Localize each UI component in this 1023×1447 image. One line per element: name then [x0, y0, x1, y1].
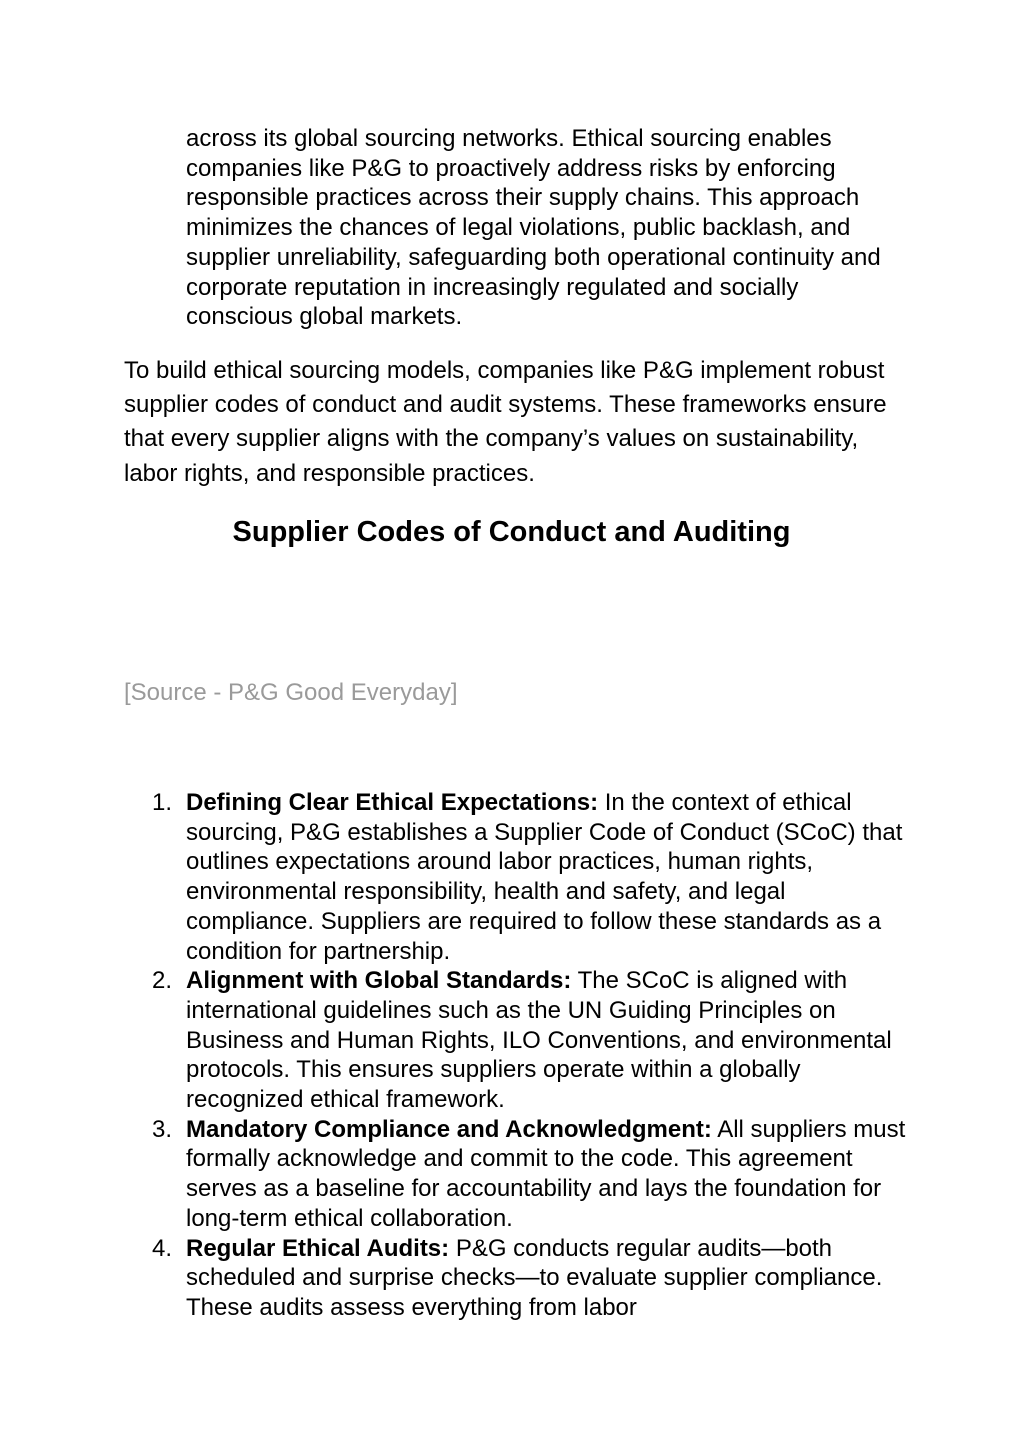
list-item-title: Mandatory Compliance and Acknowledgment: — [186, 1115, 712, 1143]
section-heading: Supplier Codes of Conduct and Auditing — [232, 516, 791, 548]
list-item-number: 3. — [152, 1115, 173, 1143]
list-item — [152, 1115, 906, 1234]
list-item-number: 2. — [152, 967, 173, 995]
list-item-number: 4. — [152, 1234, 173, 1262]
list-item — [152, 788, 906, 966]
list-item-title: Regular Ethical Audits: — [186, 1234, 450, 1262]
list-item — [152, 1234, 906, 1323]
list-item-text: In the context of ethical sourcing, P&G establishes a Supplier Code of Conduct (SCoC) that outlines expectations around labor practices, human rights, environmental responsibility, health and safety, and legal compliance. Suppliers are required to follow these standards as a condition for partnership. — [186, 789, 903, 965]
intro-paragraph: To build ethical sourcing models, companies like P&G implement robust supplier codes of conduct and audit systems. These frameworks ensure that every supplier aligns with the company’s values on sustainability, labor rights, and responsible practices. — [124, 357, 887, 487]
list-item-title: Alignment with Global Standards: — [186, 967, 572, 995]
numbered-list — [152, 788, 906, 1323]
source-caption: [Source - P&G Good Everyday] — [124, 679, 458, 706]
list-item-number: 1. — [152, 789, 173, 816]
list-item-text: P&G conducts regular audits—both scheduled and surprise checks—to evaluate supplier compliance. These audits assess everything from labor — [186, 1234, 883, 1321]
list-item-title: Defining Clear Ethical Expectations: — [186, 789, 599, 816]
list-item — [152, 966, 906, 1115]
list-item-text: The SCoC is aligned with international guidelines such as the UN Guiding Principles on Business and Human Rights, ILO Conventions, and environmental protocols. This ensures suppliers operate within a globally recognized ethical framework. — [186, 967, 892, 1114]
continuation-paragraph: across its global sourcing networks. Ethical sourcing enables companies like P&G to proactively address risks by enforcing responsible practices across their supply chains. This approach minimizes the chances of legal violations, public backlash, and supplier unreliability, safeguarding both operational continuity and corporate reputation in increasingly regulated and socially conscious global markets. — [186, 125, 881, 331]
list-item-text: All suppliers must formally acknowledge and commit to the code. This agreement serves as a baseline for accountability and lays the foundation for long-term ethical collaboration. — [186, 1115, 906, 1232]
